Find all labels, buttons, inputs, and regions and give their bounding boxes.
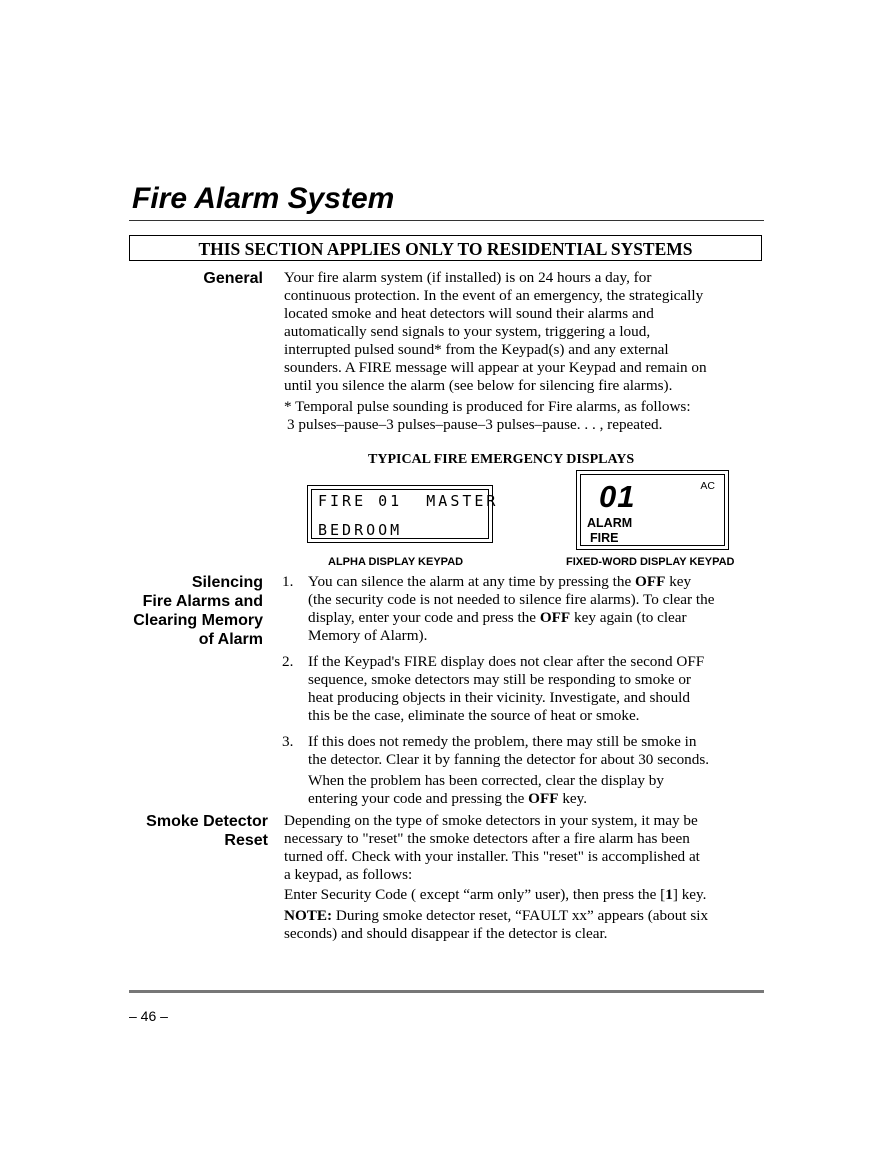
fixed-display-caption: FIXED-WORD DISPLAY KEYPAD	[566, 556, 735, 568]
footer-divider	[129, 990, 764, 993]
reset-instruction: Enter Security Code ( except “arm only” user), then press the [1] key.	[284, 886, 707, 903]
alpha-display-lcd	[307, 485, 499, 543]
general-paragraph: Your fire alarm system (if installed) is on 24 hours a day, for continuous protection. In the event of an emergency, the strategically located smoke and heat detectors will sound their alarms and automatically send signals to your system, triggering a loud, interrupted pulsed sound* from the Keypad(s) and any external sounders. A FIRE message will appear at your Keypad and remain on until you silence the alarm (see below for silencing fire alarms).	[284, 269, 707, 394]
zone-number-readout: 01	[599, 479, 636, 514]
fire-word: FIRE	[590, 531, 619, 545]
alarm-word: ALARM	[587, 516, 633, 530]
page-number: – 46 –	[129, 1008, 168, 1024]
fixed-lcd-frame	[580, 474, 725, 546]
alpha-lcd-line-2: BEDROOM	[318, 521, 403, 539]
smoke-reset-heading: Smoke Detector Reset	[146, 813, 268, 849]
section-banner	[129, 235, 762, 261]
silencing-heading: Silencing Fire Alarms and Clearing Memory of Alarm	[133, 574, 263, 648]
reset-note: NOTE: During smoke detector reset, “FAULT xx” appears (about six seconds) and should disappear if the detector is clear.	[284, 907, 709, 942]
alpha-lcd-line-1: FIRE 01 MASTER	[318, 492, 499, 510]
general-heading: General	[203, 270, 263, 287]
note-label: NOTE:	[284, 907, 333, 924]
fixed-word-display-lcd	[576, 470, 729, 550]
alpha-lcd-frame	[311, 489, 499, 539]
displays-heading: TYPICAL FIRE EMERGENCY DISPLAYS	[368, 452, 635, 467]
banner-text: THIS SECTION APPLIES ONLY TO RESIDENTIAL SYSTEMS	[198, 239, 693, 259]
title-divider	[129, 220, 764, 221]
smoke-reset-paragraph: Depending on the type of smoke detectors in your system, it may be necessary to "reset" the smoke detectors after a fire alarm has been turned off. Check with your installer. This "reset" is accomplished at a keypad, as follows:	[284, 812, 700, 883]
alpha-display-caption: ALPHA DISPLAY KEYPAD	[328, 556, 464, 568]
page-title: Fire Alarm System	[132, 182, 395, 215]
temporal-footnote: * Temporal pulse sounding is produced for Fire alarms, as follows: 3 pulses–pause–3 pulses–pause–3 pulses–pause. . . , repeated.	[284, 398, 691, 433]
ac-indicator: AC	[700, 480, 715, 492]
